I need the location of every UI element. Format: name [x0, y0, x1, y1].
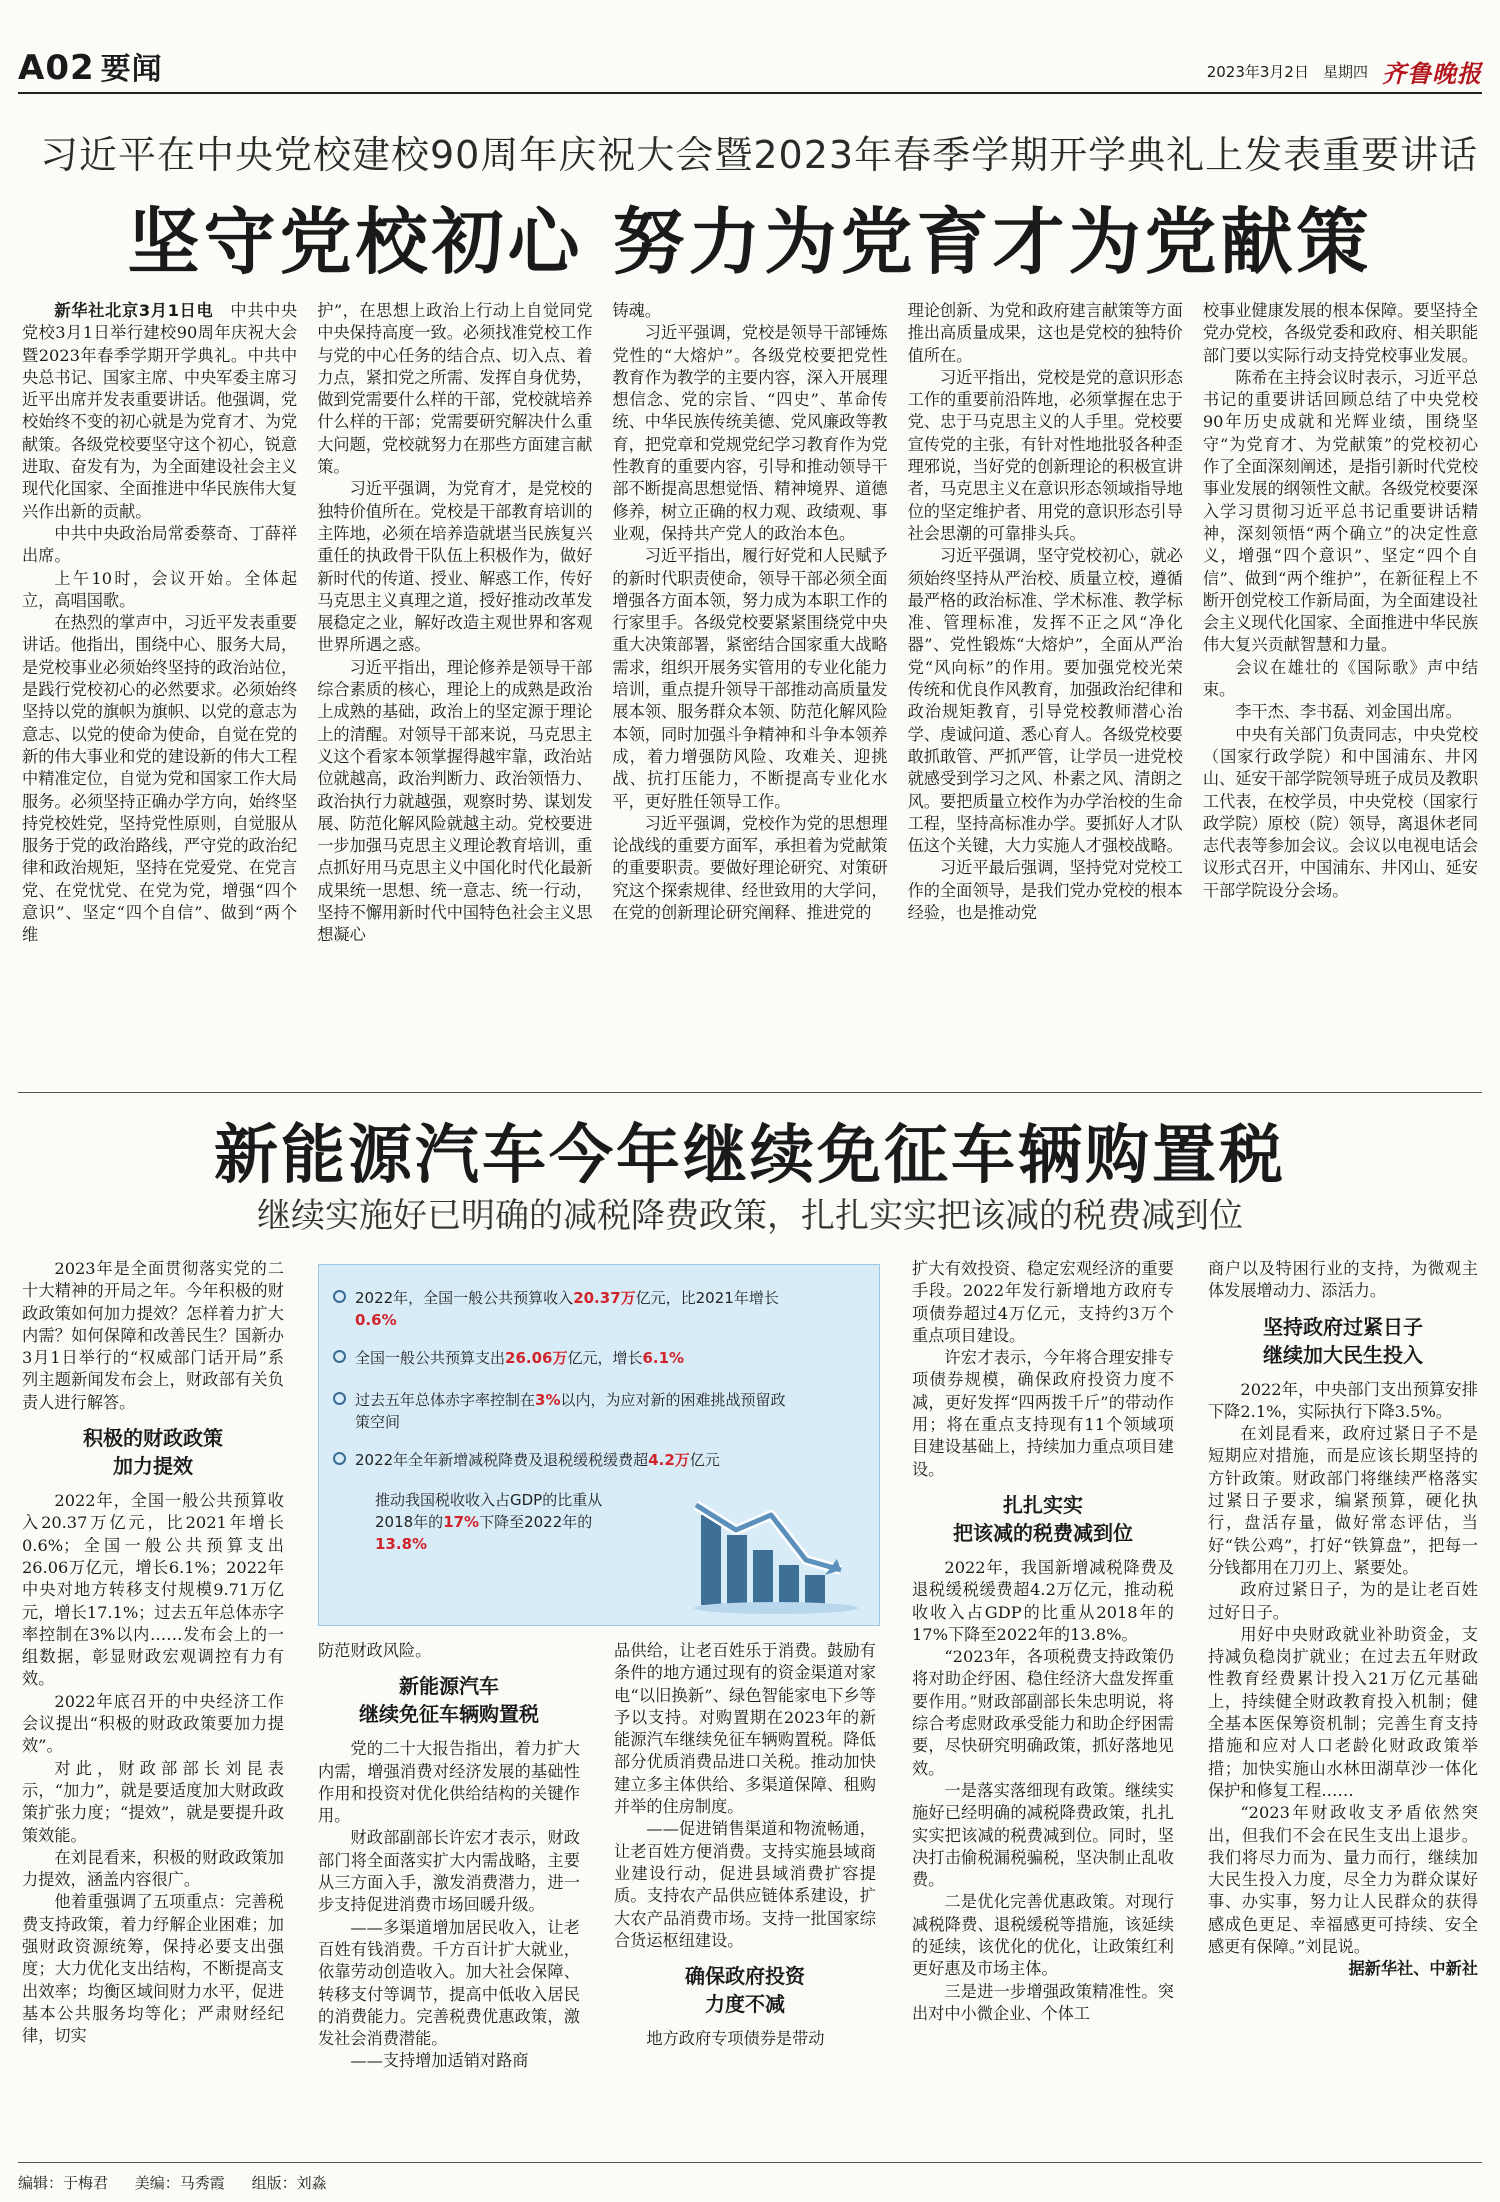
article1-headline: 坚守党校初心 努力为党育才为党献策 — [127, 199, 1373, 284]
paragraph: 会议在雄壮的《国际歌》声中结束。 — [1202, 657, 1479, 700]
paragraph: 习近平强调，党校作为党的思想理论战线的重要方面军，承担着为党献策的重要职责。要做好理论研究、对策研究这个探索规律、经世致用的大学问，在党的创新理论研究阐释、推进党的 — [612, 813, 888, 923]
article2-col-1 — [22, 1258, 284, 2156]
subheading: 确保政府投资 力度不减 — [685, 1964, 805, 2017]
article2-col-4 — [912, 1258, 1174, 2156]
subheading: 坚持政府过紧日子 继续加大民生投入 — [1263, 1314, 1423, 1367]
paragraph: 李干杰、李书磊、刘金国出席。 — [1235, 702, 1462, 722]
article1-col-5 — [1203, 300, 1478, 1088]
paragraph: 中共中央政治局常委蔡奇、丁薛祥出席。 — [22, 523, 298, 566]
paragraph: 新华社北京3月1日电 中共中央党校3月1日举行建校90周年庆祝大会暨2023年春季学期开学典礼。中共中央总书记、国家主席、中央军委主席习近平出席并发表重要讲话。他强调，党校始终不变的初心就是为党育才、为党献策。各级党校要坚守这个初心，锐意进取、奋发有为，为全面建设社会主义现代化国家、全面推进中华民族伟大复兴作出新的贡献。 — [22, 301, 298, 521]
paragraph: ——支持增加适销对路商 — [350, 2051, 529, 2071]
article1-col-3 — [612, 300, 887, 1088]
paragraph: 2022年，我国新增减税降费及退税缓税缓费超4.2万亿元，推动税收收入占GDP的比重从2018年的17%下降至2022年的13.8%。 — [912, 1557, 1174, 1644]
infobox-item: 2022年全年新增减税降费及退税缓税缓费超4.2万亿元 — [355, 1449, 795, 1471]
article1-col-2 — [317, 300, 592, 1088]
issue-date: 2023年3月2日 — [1206, 63, 1309, 81]
footer-editor: 编辑：于梅君 — [18, 2174, 109, 2192]
paragraph: 一是落实落细现有政策。继续实施好已经明确的减税降费政策，扎扎实实把该减的税费减到位。同时，坚决打击偷税漏税骗税，坚决制止乱收费。 — [912, 1780, 1174, 1890]
paragraph: 2022年，全国一般公共预算收入20.37万亿元，比2021年增长0.6%；全国一般公共预算支出26.06万亿元，增长6.1%；2022年中央对地方转移支付规模9.71万亿元，增长17.1%；过去五年总体赤字率控制在3%以内……发布会上的一组数据，彰显财政宏观调控有力有效。 — [22, 1491, 284, 1689]
paragraph: 在热烈的掌声中，习近平发表重要讲话。他指出，围绕中心、服务大局，是党校事业必须始终坚持的政治站位，是践行党校初心的必然要求。必须始终坚持以党的旗帜为旗帜、以党的意志为意志、以党的使命为使命，自觉在党的新的伟大事业和党的建设新的伟大工程中精准定位，自觉为党和国家工作大局服务。必须坚持正确办学方向，始终坚持党校姓党，坚持党性原则，自觉服从服务于党的政治路线，严守党的政治纪律和政治规矩，坚持在党爱党、在党言党、在党忧党、在党为党，增强“四个意识”、坚定“四个自信”、做到“两个维 — [22, 613, 298, 945]
issue-weekday: 星期四 — [1322, 63, 1368, 81]
paragraph: 党的二十大报告指出，着力扩大内需，增强消费对经济发展的基础性作用和投资对优化供给结构的关键作用。 — [318, 1739, 580, 1826]
article2-subheadline: 继续实施好已明确的减税降费政策，扎扎实实把该减的税费减到位 — [257, 1196, 1243, 1236]
section-label: A02 要闻 — [18, 48, 163, 88]
paragraph: “2023年，各项税费支持政策仍将对助企纾困、稳住经济大盘发挥重要作用。”财政部副部长朱忠明说，将综合考虑财政承受能力和助企纾困需要，尽快研究明确政策，抓好落地见效。 — [912, 1647, 1174, 1778]
footer-proof: 组版：刘淼 — [251, 2174, 327, 2192]
article1-col-4 — [908, 300, 1183, 1088]
source-credit: 据新华社、中新社 — [1348, 1959, 1478, 1979]
footer-rule — [18, 2162, 1482, 2163]
article2-col-2 — [318, 1640, 580, 2156]
paragraph: 习近平强调，为党育才，是党校的独特价值所在。党校是干部教育培训的主阵地，必须在培养造就堪当民族复兴重任的执政骨干队伍上积极作为，做好新时代的传道、授业、解惑工作，传好马克思主义真理之道，授好推动改革发展稳定之业，解好改造主观世界和客观世界所遇之惑。 — [317, 479, 593, 655]
declining-bar-chart-icon — [691, 1475, 861, 1615]
paragraph: 习近平指出，履行好党和人民赋予的新时代职责使命，领导干部必须全面增强各方面本领，努力成为本职工作的行家里手。各级党校要紧紧围绕党中央重大决策部署，紧密结合国家重大战略需求，组织开展务实管用的专业化能力培训，重点提升领导干部推动高质量发展本领、服务群众本领、防范化解风险本领，同时加强斗争精神和斗争本领养成，着力增强防风险、攻难关、迎挑战、抗打压能力，不断提高专业化水平，更好胜任领导工作。 — [612, 546, 888, 811]
paragraph: 地方政府专项债券是带动 — [646, 2029, 825, 2049]
article1-body — [22, 300, 1478, 1088]
subheading: 积极的财政政策 加力提效 — [83, 1426, 223, 1479]
section-divider — [18, 1092, 1482, 1093]
paragraph: 习近平强调，党校是领导干部锤炼党性的“大熔炉”。各级党校要把党性教育作为教学的主要内容，深入开展理想信念、党的宗旨、“四史”、革命传统、中华民族传统美德、党风廉政等教育，把党章和党规党纪学习教育作为党性教育的重要内容，引导和推动领导干部不断提高思想觉悟、精神境界、道德修养，树立正确的权力观、政绩观、事业观，保持共产党人的政治本色。 — [612, 323, 888, 543]
paragraph: 理论创新、为党和政府建言献策等方面推出高质量成果，这也是党校的独特价值所在。 — [907, 301, 1183, 365]
paragraph: 防范财政风险。 — [318, 1641, 432, 1660]
page-footer — [18, 2172, 1482, 2193]
paragraph: “2023年财政收支矛盾依然突出，但我们不会在民生支出上退步。我们将尽力而为、量力而行，继续加大民生投入力度，尽全力为群众谋好事、办实事，努力让人民群众的获得感成色更足、幸福感更可持续、安全感更有保障。”刘昆说。 — [1208, 1803, 1478, 1957]
subheading: 新能源汽车 继续免征车辆购置税 — [359, 1674, 539, 1727]
paragraph: 2023年是全面贯彻落实党的二十大精神的开局之年。今年积极的财政政策如何加力提效？怎样着力扩大内需？如何保障和改善民生？国新办3月1日举行的“权威部门话开局”系列主题新闻发布会上，财政部有关负责人进行解答。 — [22, 1259, 284, 1412]
paragraph: ——促进销售渠道和物流畅通，让老百姓方便消费。支持实施县域商业建设行动，促进县域消费扩容提质。支持农产品供应链体系建设，扩大农产品消费市场。支持一批国家综合货运枢纽建设。 — [614, 1819, 876, 1950]
paragraph: 二是优化完善优惠政策。对现行减税降费、退税缓税等措施，该延续的延续，该优化的优化，让政策红利更好惠及市场主体。 — [912, 1892, 1174, 1979]
newspaper-logo: 齐鲁晚报 — [1382, 59, 1482, 88]
article2-col-5 — [1208, 1258, 1478, 2156]
footer-designer: 美编：马秀霞 — [134, 2174, 225, 2192]
dateline: 新华社北京3月1日电 — [54, 301, 230, 320]
paragraph: 品供给，让老百姓乐于消费。鼓励有条件的地方通过现有的资金渠道对家电“以旧换新”、绿色智能家电下乡等予以支持。对购置期在2023年的新能源汽车继续免征车辆购置税。降低部分优质消费品进口关税。推动加快建立多主体供给、多渠道保障、租购并举的住房制度。 — [614, 1641, 876, 1817]
paragraph: 2022年，中央部门支出预算安排下降2.1%，实际执行下降3.5%。 — [1208, 1379, 1478, 1421]
paragraph: 铸魂。 — [612, 301, 661, 320]
paragraph: 中央有关部门负责同志，中央党校（国家行政学院）和中国浦东、井冈山、延安干部学院领导班子成员及教职工代表，在校学员，中央党校（国家行政学院）原校（院）领导，离退休老同志代表等参加会议。会议以电视电话会议形式召开，中国浦东、井冈山、延安干部学院设分会场。 — [1202, 724, 1479, 900]
paragraph: 商户以及特困行业的支持，为微观主体发展增动力、添活力。 — [1208, 1259, 1478, 1301]
paragraph: 三是进一步增强政策精准性。突出对中小微企业、个体工 — [912, 1981, 1174, 2023]
paragraph: 扩大有效投资、稳定宏观经济的重要手段。2022年发行新增地方政府专项债券超过4万亿元，支持约3万个重点项目建设。 — [912, 1259, 1174, 1345]
article1-col-1 — [22, 300, 297, 1088]
paragraph: 2022年底召开的中央经济工作会议提出“积极的财政政策要加力提效”。 — [22, 1691, 284, 1756]
article2-headline: 新能源汽车今年继续免征车辆购置税 — [214, 1118, 1286, 1193]
paragraph: 许宏才表示，今年将合理安排专项债券规模，确保政府投资力度不减，更好发挥“四两拨千斤”的带动作用；将在重点支持现有11个领域项目建设基础上，持续加力重点项目建设。 — [912, 1348, 1174, 1479]
infobox-item: 过去五年总体赤字率控制在3%以内，为应对新的困难挑战预留政策空间 — [355, 1389, 795, 1433]
paragraph: 陈希在主持会议时表示，习近平总书记的重要讲话回顾总结了中央党校90年历史成就和光辉业绩，围绕坚守“为党育才、为党献策”的党校初心作了全面深刻阐述，是指引新时代党校事业发展的纲领性文献。各级党校要深入学习贯彻习近平总书记重要讲话精神，深刻领悟“两个确立”的决定性意义，增强“四个意识”、坚定“四个自信”、做到“两个维护”，在新征程上不断开创党校工作新局面，为全面建设社会主义现代化国家、全面推进中华民族伟大复兴贡献智慧和力量。 — [1202, 367, 1479, 655]
infobox-tail: 推动我国税收收入占GDP的比重从2018年的17%下降至2022年的13.8% — [375, 1491, 603, 1553]
article1-kicker: 习近平在中央党校建校90周年庆祝大会暨2023年春季学期开学典礼上发表重要讲话 — [40, 133, 1479, 177]
infobox-item: 全国一般公共预算支出26.06万亿元，增长6.1% — [355, 1347, 795, 1369]
paragraph: 习近平最后强调，坚持党对党校工作的全面领导，是我们党办党校的根本经验，也是推动党 — [907, 858, 1183, 923]
paragraph: 用好中央财政就业补助资金，支持减负稳岗扩就业；在过去五年财政性教育经费累计投入21万亿元基础上，持续健全财政教育投入机制；健全基本医保筹资机制；完善生育支持措施和应对人口老龄化财政政策举措；加快实施山水林田湖草沙一体化保护和修复工程…… — [1208, 1624, 1478, 1800]
paragraph: 对此，财政部部长刘昆表示，“加力”，就是要适度加大财政政策扩张力度；“提效”，就是要提升政策效能。 — [22, 1758, 284, 1845]
paragraph: 习近平指出，理论修养是领导干部综合素质的核心，理论上的成熟是政治上成熟的基础，政治上的坚定源于理论上的清醒。对领导干部来说，马克思主义这个看家本领掌握得越牢靠，政治站位就越高，政治判断力、政治领悟力、政治执行力就越强，观察时势、谋划发展、防范化解风险就越主动。党校要进一步加强马克思主义理论教育培训，重点抓好用马克思主义中国化时代化最新成果统一思想、统一意志、统一行动，坚持不懈用新时代中国特色社会主义思想凝心 — [317, 657, 593, 945]
paragraph: 政府过紧日子，为的是让老百姓过好日子。 — [1208, 1580, 1478, 1622]
paragraph: 习近平指出，党校是党的意识形态工作的重要前沿阵地，必须掌握在忠于党、忠于马克思主义的人手里。党校要宣传党的主张，有针对性地批驳各种歪理邪说，当好党的创新理论的积极宣讲者，马克思主义在意识形态领域指导地位的坚定维护者、用党的意识形态引导社会思潮的可靠排头兵。 — [907, 367, 1183, 543]
subheading: 扎扎实实 把该减的税费减到位 — [953, 1492, 1133, 1545]
paragraph: 护”，在思想上政治上行动上自觉同党中央保持高度一致。必须找准党校工作与党的中心任务的结合点、切入点、着力点，紧扣党之所需、发挥自身优势，做到党需要什么样的干部，党校就培养什么样的干部；党需要研究解决什么重大问题，党校就努力在那些方面建言献策。 — [317, 301, 593, 477]
paragraph: 财政部副部长许宏才表示，财政部门将全面落实扩大内需战略，主要从三方面入手，激发消费潜力，进一步支持促进消费市场回暖升级。 — [318, 1828, 580, 1915]
paragraph: 上午10时，会议开始。全体起立，高唱国歌。 — [22, 568, 298, 610]
paragraph: 在刘昆看来，政府过紧日子不是短期应对措施，而是应该长期坚持的方针政策。财政部门将继续严格落实过紧日子要求，编紧预算，硬化执行，盘活存量，做好常态评估，当好“铁公鸡”，打好“铁算盘”，把每一分钱都用在刀刃上、紧要处。 — [1208, 1424, 1478, 1577]
paragraph: 习近平强调，坚守党校初心，就必须始终坚持从严治校、质量立校，遵循最严格的政治标准、学术标准、教学标准、管理标准，发挥不正之风“净化器”、党性锻炼“大熔炉”，全面从严治党“风向标”的作用。要加强党校光荣传统和优良作风教育，加强政治纪律和政治规矩教育，引导党校教师潜心治学、虔诚问道、悉心育人。各级党校要敢抓敢管、严抓严管，让学员一进党校就感受到学习之风、朴素之风、清朗之风。要把质量立校作为办学治校的生命工程，坚持高标准办学。要抓好人才队伍这个关键，大力实施人才强校战略。 — [907, 546, 1183, 856]
article2-col-3 — [614, 1640, 876, 2156]
page-header — [18, 36, 1482, 94]
paragraph: ——多渠道增加居民收入，让老百姓有钱消费。千方百计扩大就业，依靠劳动创造收入。加大社会保障、转移支付等调节，提高中低收入居民的消费能力。完善税费优惠政策，激发社会消费潜能。 — [318, 1917, 580, 2049]
paragraph: 他着重强调了五项重点：完善税费支持政策，着力纾解企业困难；加强财政资源统筹，保持必要支出强度；大力优化支出结构，不断提高支出效率；均衡区域间财力水平，促进基本公共服务均等化；严肃财经纪律，切实 — [22, 1892, 284, 2046]
paragraph: 在刘昆看来，积极的财政政策加力提效，涵盖内容很广。 — [22, 1847, 284, 1890]
infobox-item: 2022年，全国一般公共预算收入20.37万亿元，比2021年增长0.6% — [355, 1287, 795, 1331]
fiscal-infobox — [318, 1264, 880, 1626]
paragraph: 校事业健康发展的根本保障。要坚持全党办党校，各级党委和政府、相关职能部门要以实际行动支持党校事业发展。 — [1202, 301, 1479, 365]
header-meta — [1207, 54, 1482, 89]
